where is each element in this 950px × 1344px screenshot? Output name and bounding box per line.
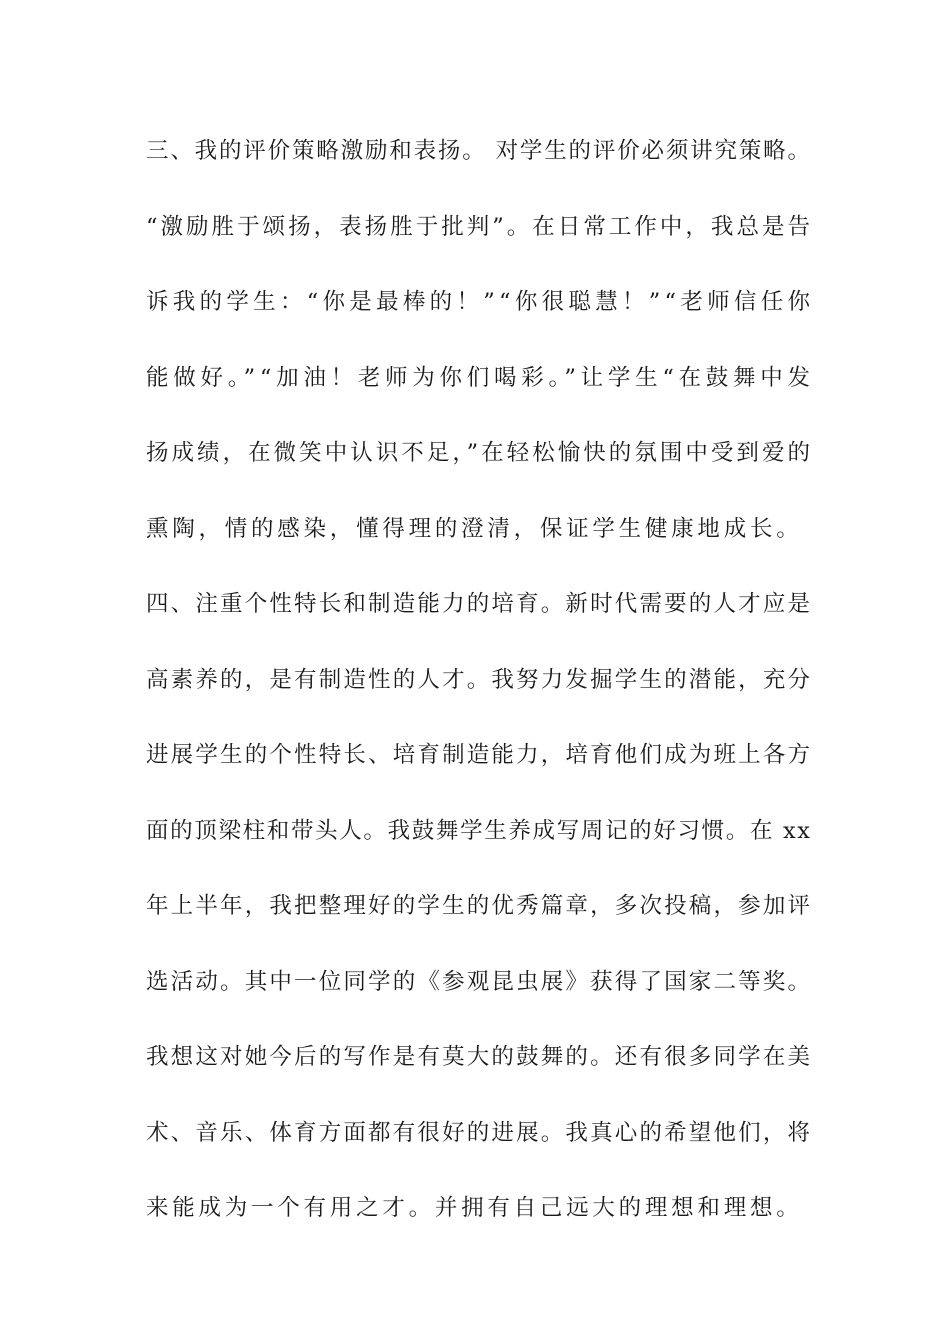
text-line: 扬成绩，在微笑中认识不足，”在轻松愉快的氛围中受到爱的 xyxy=(146,440,814,466)
text-line: 熏陶，情的感染，懂得理的澄清，保证学生健康地成长。 xyxy=(146,515,803,542)
text-line: 我想这对她今后的写作是有莫大的鼓舞的。还有很多同学在美 xyxy=(146,1044,813,1070)
body-text xyxy=(146,128,815,1261)
text-line: 进展学生的个性特长、培育制造能力，培育他们成为班上各方 xyxy=(146,742,813,768)
text-line: 选活动。其中一位同学的《参观昆虫展》获得了国家二等奖。 xyxy=(146,968,813,995)
text-line: 高素养的，是有制造性的人才。我努力发掘学生的潜能，充分 xyxy=(146,666,813,693)
text-line: 面的顶梁柱和带头人。我鼓舞学生养成写周记的好习惯。在 xx xyxy=(146,817,812,844)
text-line: 术、音乐、体育方面都有很好的进展。我真心的希望他们，将 xyxy=(146,1119,813,1146)
text-line: 能做好。”“加油！老师为你们喝彩。”让学生“在鼓舞中发 xyxy=(146,364,815,391)
text-line: 四、注重个性特长和制造能力的培育。新时代需要的人才应是 xyxy=(146,591,813,617)
text-line: 诉我的学生：“你是最棒的！”“你很聪慧！”“老师信任你 xyxy=(146,289,815,315)
text-line: “激励胜于颂扬，表扬胜于批判”。在日常工作中，我总是告 xyxy=(146,213,814,240)
text-line: 年上半年，我把整理好的学生的优秀篇章，多次投稿，参加评 xyxy=(146,893,813,919)
text-line: 三、我的评价策略激励和表扬。 对学生的评价必须讲究策略。 xyxy=(146,138,812,164)
text-line: 来能成为一个有用之才。并拥有自己远大的理想和理想。 xyxy=(146,1195,803,1221)
